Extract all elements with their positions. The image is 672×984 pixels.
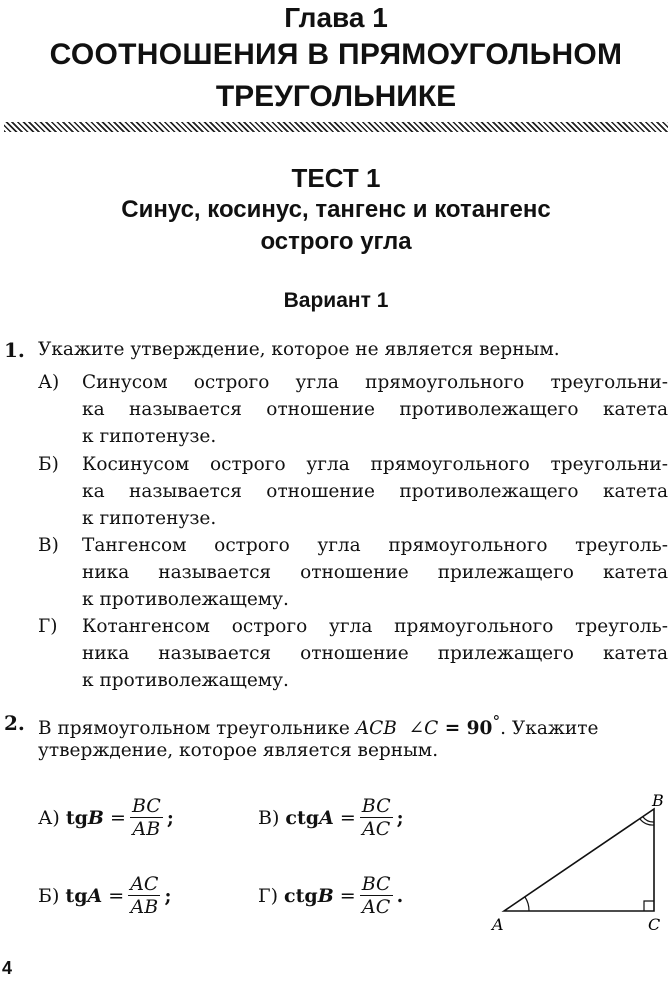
vertex-label-b: B [652, 791, 664, 810]
hatched-divider [4, 122, 668, 132]
vertex-label-c: C [648, 915, 661, 934]
q2-text-end: . Укажите [500, 718, 599, 740]
option-label: А) [38, 806, 60, 829]
option-line: ника называется отношение прилежащего катета [82, 562, 668, 583]
right-angle-mark [644, 901, 654, 911]
option-line: к гипотенузе. [82, 426, 217, 447]
q2-option-b: Б) tg A = $\frac{AC}{AB}$ ; [38, 873, 172, 918]
numerator: BC [361, 873, 391, 895]
test-title: ТЕСТ 1 [291, 163, 381, 193]
terminator: . [396, 884, 404, 907]
func-var: A [319, 806, 334, 829]
q2-option-a: А) tg B = $\frac{BC}{AB}$ ; [38, 795, 174, 840]
question-2-line2: утверждение, которое является верным. [38, 740, 439, 761]
denominator: AB [132, 818, 161, 840]
q2-option-v: В) ctg A = $\frac{BC}{AC}$ ; [258, 795, 404, 840]
denominator: AC [362, 896, 391, 918]
option-label: В) [258, 806, 280, 829]
func-var: B [87, 806, 104, 829]
option-line: Котангенсом острого угла прямоугольного треуголь- [82, 616, 668, 637]
chapter-title-line1: СООТНОШЕНИЯ В ПРЯМОУГОЛЬНОМ [49, 38, 623, 71]
func-var: A [87, 884, 103, 907]
option-line: ка называется отношение противолежащего катета [82, 399, 668, 420]
vertex-label-a: A [492, 915, 504, 934]
option-label: А) [38, 372, 60, 393]
q2-option-g: Г) ctg B = $\frac{BC}{AC}$ . [258, 873, 404, 918]
numerator: BC [131, 795, 161, 817]
terminator: ; [164, 884, 172, 907]
triangle-name: ACB [355, 718, 397, 740]
option-line: к гипотенузе. [82, 508, 217, 529]
option-line: Тангенсом острого угла прямоугольного треуголь- [82, 535, 668, 556]
page-number: 4 [2, 958, 13, 978]
q2-text: В прямоугольном треугольнике [38, 718, 356, 740]
test-subtitle-line2: острого угла [260, 228, 412, 255]
option-label: Б) [38, 884, 60, 907]
terminator: ; [166, 806, 174, 829]
numerator: AC [130, 873, 159, 895]
angle-b-arc [643, 817, 654, 822]
question-1-text: Укажите утверждение, которое не является верным. [38, 339, 560, 360]
option-line: к противолежащему. [82, 589, 289, 610]
option-line: к противолежащему. [82, 670, 289, 691]
func-name: ctg [285, 806, 320, 829]
question-2-number: 2. [4, 711, 25, 735]
chapter-number: Глава 1 [284, 2, 388, 33]
variant-heading: Вариант 1 [283, 289, 389, 312]
question-1-number: 1. [4, 338, 25, 362]
option-label: Г) [38, 616, 58, 637]
numerator: BC [361, 795, 391, 817]
denominator: AB [130, 896, 159, 918]
angle-a-arc [525, 897, 529, 911]
option-label: Г) [258, 884, 278, 907]
right-triangle-figure [486, 786, 672, 936]
triangle-acb [504, 809, 654, 911]
func-name: tg [65, 884, 88, 907]
terminator: ; [396, 806, 404, 829]
option-line: ка называется отношение противолежащего катета [82, 481, 668, 502]
chapter-title-line2: ТРЕУГОЛЬНИКЕ [215, 80, 457, 113]
func-name: ctg [284, 884, 318, 907]
angle-c: ∠C [408, 718, 439, 740]
angle-value: = 90 [438, 718, 493, 740]
option-line: ника называется отношение прилежащего катета [82, 643, 668, 664]
func-var: B [317, 884, 334, 907]
denominator: AC [362, 818, 391, 840]
degree-sign: ° [492, 713, 501, 731]
option-label: В) [38, 535, 59, 556]
option-line: Косинусом острого угла прямоугольного треугольни- [82, 454, 668, 475]
option-line: Синусом острого угла прямоугольного треугольни- [82, 372, 668, 393]
func-name: tg [65, 806, 88, 829]
test-subtitle-line1: Синус, косинус, тангенс и котангенс [121, 196, 551, 223]
option-label: Б) [38, 454, 59, 475]
